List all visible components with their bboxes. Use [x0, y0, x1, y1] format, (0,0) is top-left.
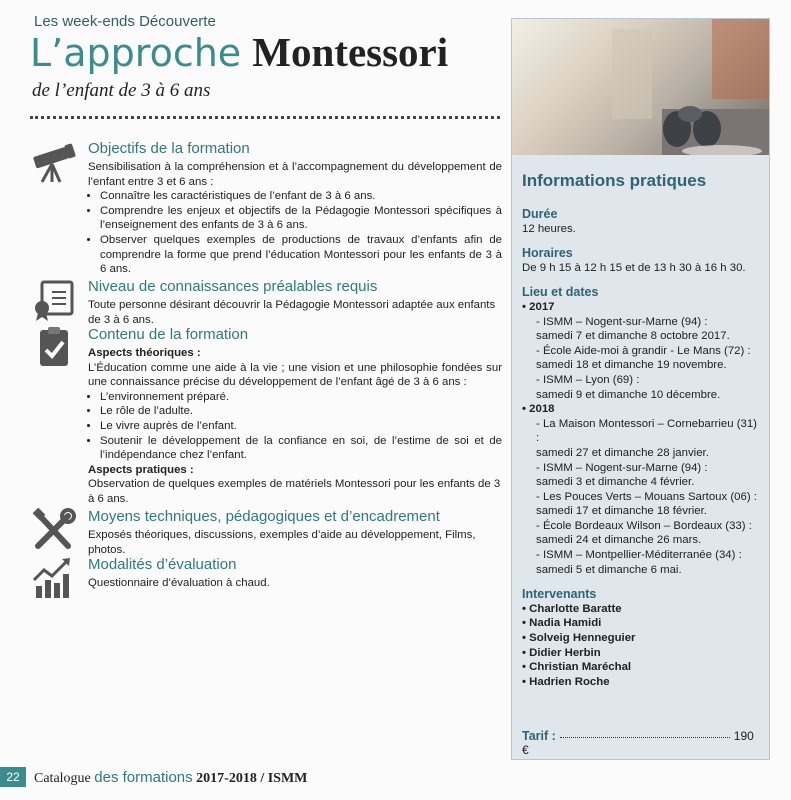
section-text: Toute personne désirant découvrir la Pédagogie Montessori adaptée aux enfants de 3 à 6 ans.	[88, 299, 496, 326]
footer-text	[34, 769, 307, 787]
section-heading: Modalités d’évaluation	[88, 556, 237, 573]
page-number: 22	[0, 767, 26, 787]
sidebar-title: Informations pratiques	[522, 171, 707, 190]
title-part-2: Montessori	[252, 29, 449, 75]
session-place: - ISMM – Nogent-sur-Marne (94) :	[536, 461, 708, 474]
kicker-text: Les week-ends	[34, 13, 135, 30]
session-place: - ISMM – Montpellier-Méditerranée (34) :	[536, 549, 742, 562]
list-item: • Hadrien Roche	[522, 675, 610, 688]
list-item: • Le vivre auprès de l’enfant.	[100, 419, 502, 434]
session-date: samedi 5 et dimanche 6 mai.	[536, 563, 682, 576]
person-name: Christian Maréchal	[529, 661, 632, 674]
sidebar-content	[522, 207, 760, 689]
list-item: • Comprendre les enjeux et objectifs de la Pédagogie Montessori spécifiques à l’enseignement des enfants de 3 à 6 ans.	[100, 204, 502, 233]
subheading-theoretical: Aspects théoriques :	[88, 347, 201, 359]
section-contenu	[30, 326, 502, 507]
session-place: - Les Pouces Verts – Mouans Sartoux (06) :	[536, 490, 757, 503]
year-text: 2018	[529, 403, 555, 416]
section-text: Questionnaire d’évaluation à chaud.	[88, 577, 270, 589]
list-item: • Le rôle de l’adulte.	[100, 404, 502, 419]
session-date: samedi 17 et dimanche 18 février.	[536, 505, 707, 518]
person-name: Solveig Henneguier	[529, 632, 636, 645]
kicker-subtext: Découverte	[139, 13, 216, 30]
page-title	[30, 30, 448, 75]
session-date: samedi 24 et dimanche 26 mars.	[536, 534, 702, 547]
tarif-value: 190 €	[522, 729, 754, 757]
list-item: • Soutenir le développement de la confiance en soi, de l’estime de soi et de l’indépendance chez l’enfant.	[100, 434, 502, 463]
year-text: 2017	[529, 300, 555, 313]
session-date: samedi 27 et dimanche 28 janvier.	[536, 446, 709, 459]
footer-catalogue: Catalogue	[34, 771, 91, 786]
section-heading: Objectifs de la formation	[88, 140, 250, 157]
section-moyens	[30, 508, 502, 557]
tools-icon	[30, 508, 80, 552]
year-2017: • 2017	[522, 300, 555, 313]
session-date: samedi 18 et dimanche 19 novembre.	[536, 359, 727, 372]
duree-label: Durée	[522, 207, 558, 221]
tarif-label: Tarif :	[522, 729, 556, 743]
person-name: Hadrien Roche	[529, 675, 610, 688]
footer-year: 2017-2018 / ISMM	[196, 771, 308, 786]
section-objectifs	[30, 140, 502, 277]
lieu-label: Lieu et dates	[522, 285, 599, 300]
intervenants-label: Intervenants	[522, 587, 597, 602]
horaires-label: Horaires	[522, 246, 573, 261]
session-place: - ISMM – Nogent-sur-Marne (94) :	[536, 315, 708, 328]
intervenants-list	[522, 602, 760, 690]
list-item: • Solveig Henneguier	[522, 632, 636, 645]
person-name: Charlotte Baratte	[529, 602, 622, 615]
session-list-2017	[522, 315, 760, 403]
session-date: samedi 7 et dimanche 8 octobre 2017.	[536, 330, 730, 343]
duree-value: 12 heures.	[522, 222, 576, 235]
section-heading: Moyens techniques, pédagogiques et d’encadrement	[88, 508, 440, 525]
list-item: • Christian Maréchal	[522, 661, 632, 674]
clipboard-check-icon	[30, 326, 80, 370]
session-place: - École Bordeaux Wilson – Bordeaux (33) :	[536, 519, 752, 532]
year-2018: • 2018	[522, 403, 555, 416]
section-modalites	[30, 556, 502, 591]
list-item: • Observer quelques exemples de productions de travaux d’enfants afin de comprendre la forme que prend l’éducation Montessori pour les enfants de 3 à 6 ans.	[100, 233, 502, 277]
list-item: • L’environnement préparé.	[100, 390, 502, 405]
section-text: L’Éducation comme une aide à la vie ; une vision et une philosophie fondées sur une connaissance précise du développement de l’enfant âgé de 3 à 6 ans :	[88, 361, 502, 389]
session-place: - École Aide-moi à grandir - Le Mans (72) :	[536, 344, 751, 357]
photo-illustration	[512, 19, 769, 155]
session-date: samedi 9 et dimanche 10 décembre.	[536, 388, 721, 401]
person-name: Nadia Hamidi	[529, 617, 602, 630]
chart-growth-icon	[30, 556, 80, 600]
horaires-value: De 9 h 15 à 12 h 15 et de 13 h 30 à 16 h 30.	[522, 261, 746, 274]
list-item: • Connaître les caractéristiques de l’enfant de 3 à 6 ans.	[100, 189, 502, 204]
telescope-icon	[30, 140, 80, 184]
session-place: - ISMM – Lyon (69) :	[536, 373, 640, 386]
subheading-practical: Aspects pratiques :	[88, 463, 194, 476]
kicker	[34, 13, 216, 30]
section-text: Observation de quelques exemples de matériels Montessori pour les enfants de 3 à 6 ans.	[88, 478, 501, 505]
session-date: samedi 3 et dimanche 4 février.	[536, 476, 695, 489]
title-part-1: L’approche	[30, 31, 242, 75]
section-heading: Contenu de la formation	[88, 326, 249, 343]
page-subtitle: de l’enfant de 3 à 6 ans	[32, 80, 211, 101]
session-place: - La Maison Montessori – Cornebarrieu (31) :	[536, 417, 757, 445]
section-text: Exposés théoriques, discussions, exemples d’aide au développement, Films, photos.	[88, 529, 476, 556]
dotted-divider	[30, 116, 500, 119]
section-heading: Niveau de connaissances préalables requis	[88, 278, 378, 295]
list-item: • Didier Herbin	[522, 646, 601, 659]
footer-formations: des formations	[94, 769, 193, 786]
list-item: • Charlotte Baratte	[522, 602, 622, 615]
certificate-icon	[30, 278, 80, 322]
list-item: • Nadia Hamidi	[522, 617, 602, 630]
session-list-2018	[522, 417, 760, 578]
section-niveau	[30, 278, 502, 327]
info-sidebar	[511, 18, 770, 760]
person-name: Didier Herbin	[529, 646, 601, 659]
tarif-row	[522, 729, 760, 757]
dotted-leader	[560, 737, 730, 738]
section-intro: Sensibilisation à la compréhension et à l’accompagnement du développement de l’enfant entre 3 et 6 ans :	[88, 161, 502, 188]
classroom-photo	[512, 19, 769, 155]
